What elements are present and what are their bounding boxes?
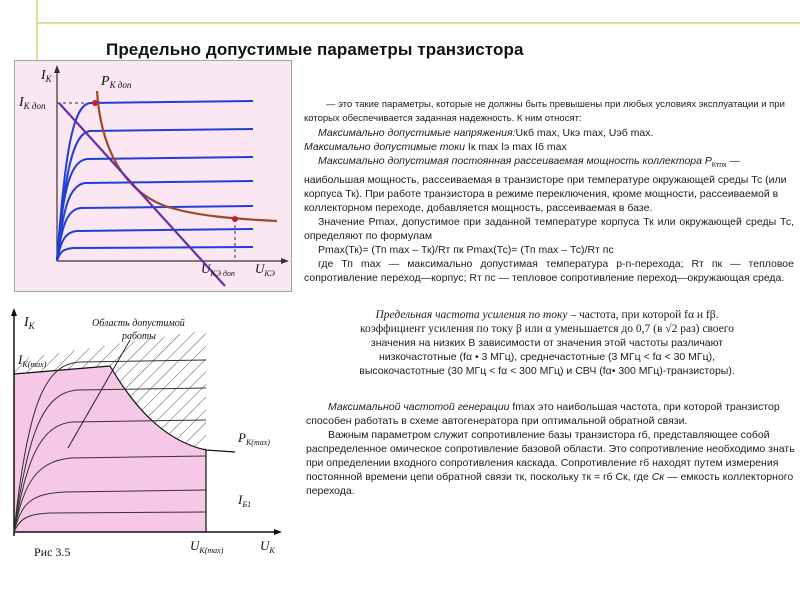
label-uke: $U_{КЭ}$ xyxy=(255,261,275,278)
frequency-line4: низкочастотные (fα • 3 МГц), среднечастотные (3 МГц < fα < 30 МГц), xyxy=(378,351,716,363)
slide-frame-horizontal xyxy=(36,22,800,24)
frequency-line2: коэффициент усиления по току β или α уменьшается до 0,7 (в √2 раз) своего xyxy=(360,323,734,335)
x-axis-arrow xyxy=(274,529,282,535)
label-ib1: $I_{Б1}$ xyxy=(238,492,252,509)
figure-caption: Рис 3.5 xyxy=(34,545,71,559)
output-curve xyxy=(57,229,253,261)
label-ik-max: $I_{K(max)}$ xyxy=(18,352,47,369)
label-uke-dop: $U_{КЭ доп}$ xyxy=(201,261,235,278)
where-paragraph: где Тп max — максимально допустимая температура р-n-перехода; Rт пк — тепловое сопротивление переход—корпус; Rт пс — тепловое сопротивление переход—окружающая среда. xyxy=(304,258,794,285)
output-curve xyxy=(57,247,253,261)
max-power-paragraph: Максимально допустимая постоянная рассеиваемая мощность коллектора $Р_{Ктпх}$ — наибольшая мощность, рассеиваемая в транзисторе при температуре окружающей среды Тс (или корпуса Тк). При работе транзистора в режиме переключения, кроме мощности, рассеиваемой в коллекторном переходе, добавляется мощность, рассеиваемая в базе. xyxy=(304,155,787,215)
max-currents-line: Максимально допустимые токи Iк max Iэ max Iб max xyxy=(304,141,567,153)
y-axis-arrow xyxy=(11,308,17,316)
y-axis-arrow xyxy=(54,65,60,73)
frequency-text xyxy=(322,308,772,378)
base-resistance-paragraph: Важным параметром служит сопротивление базы транзистора rб, представляющее собой распределенное омическое сопротивление базовой области. Это сопротивление необходимо знать при определении входного сопротивления каскада. Сопротивление rб находят путем измерения постоянной времени цепи обратной связи тк, поскольку тк = rб Ск, где Ск — емкость коллекторного перехода. xyxy=(306,429,795,497)
max-voltages-line: Максимально допустимые напряжения:Uкб max, Uкэ max, Uэб max. xyxy=(318,127,654,139)
label-ik-dop: $I_{К доп}$ xyxy=(19,95,46,111)
intro-paragraph: — это такие параметры, которые не должны быть превышены при любых условиях эксплуатации и при которых обеспечивается заданная надежность. К ним относят: xyxy=(304,99,785,124)
output-characteristics-plot xyxy=(15,61,291,291)
slide-title: Предельно допустимые параметры транзистора xyxy=(106,40,524,59)
limit-parameters-text xyxy=(304,98,794,285)
label-ik: $I_К$ xyxy=(24,315,35,331)
generation-paragraph: Максимальной частотой генерации fmax это наибольшая частота, при которой транзистор способен работать в схеме автогенератора при оптимальной обратной связи. xyxy=(306,401,780,427)
label-uk: $U_K$ xyxy=(260,538,275,555)
output-curve xyxy=(57,206,253,261)
frequency-line3: значения на низких В зависимости от значения этой частоты различают xyxy=(370,337,724,349)
area-label-line1: Область допустимой xyxy=(92,318,185,329)
x-axis-arrow xyxy=(281,258,289,264)
safe-operating-area-plot xyxy=(10,300,290,590)
label-ik: $I_К$ xyxy=(41,68,52,84)
max-power-hyperbola xyxy=(97,91,277,221)
label-pk-max: $P_{K(max)}$ xyxy=(238,430,270,447)
label-uk-max: $U_{K(max)}$ xyxy=(190,538,224,555)
label-pk-dop: $P_{К доп}$ xyxy=(101,74,132,90)
generation-text xyxy=(306,400,796,498)
point-ik-dop xyxy=(92,100,98,106)
frequency-line1: Предельная частота усиления по току – частота, при которой fα и fβ. xyxy=(375,309,719,321)
point-uke-dop xyxy=(232,216,238,222)
frequency-line5: высокочастотные (30 МГц < fα < 300 МГц) и СВЧ (fα• 300 МГц)-транзисторы). xyxy=(359,365,735,377)
output-characteristics-figure xyxy=(14,60,292,292)
area-label-line2: работы xyxy=(122,331,156,342)
output-curve xyxy=(57,129,253,261)
output-curve xyxy=(57,181,253,261)
pmax-formula: Рmax(Тк)= (Тп max – Тк)/Rт пк Рmax(Тс)= (Тп max – Тс)/Rт пс xyxy=(318,244,614,257)
safe-operating-area-figure xyxy=(10,300,290,590)
pmax-paragraph: Значение Рmax, допустимое при заданной температуре корпуса Тк или окружающей среды Тс, определяют по формулам xyxy=(304,216,794,243)
